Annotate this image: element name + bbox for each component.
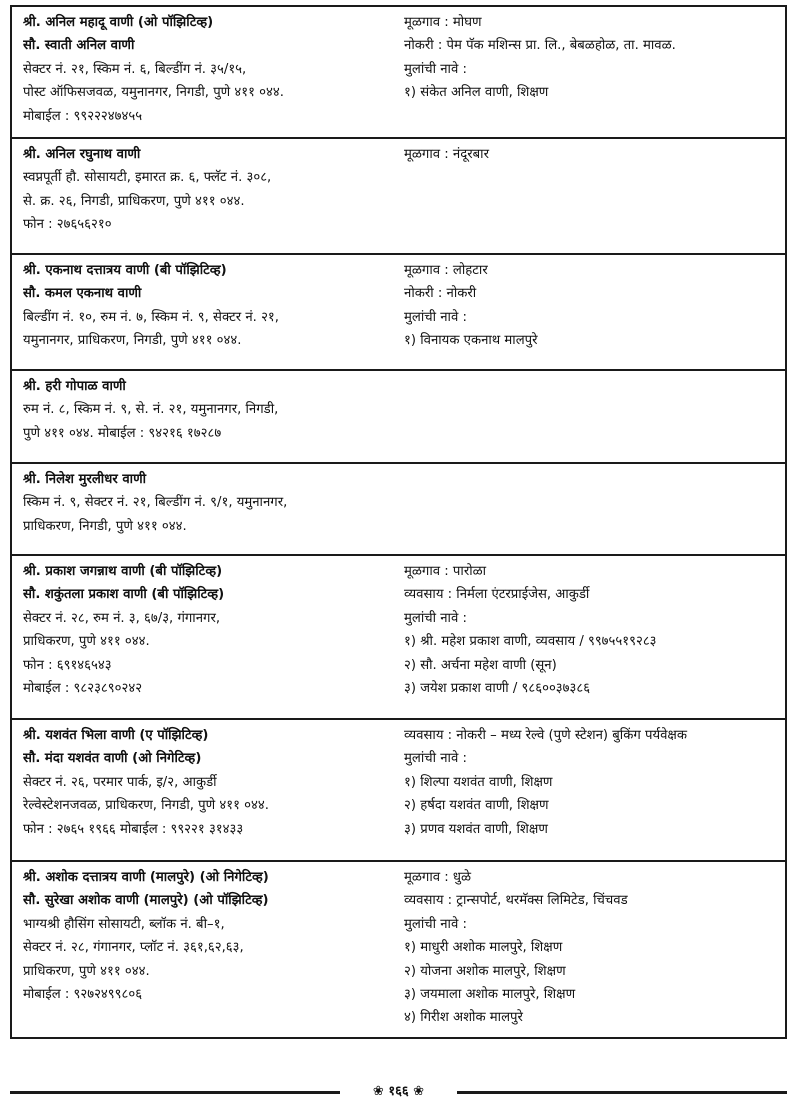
address-line: सेक्टर नं. २८, गंगानगर, प्लॉट नं. ३६१,६२,६३, [23, 940, 244, 956]
entry-address-column [12, 720, 392, 860]
member-name: सौ. सुरेखा अशोक वाणी (मालपुरे) (ओ पॉझिटिव्ह) [23, 893, 269, 909]
entry-address-column [12, 556, 392, 718]
entry-details-column [392, 139, 785, 253]
detail-line: मुलांची नावे : [404, 61, 467, 77]
detail-line: मूळगाव : लोहटार [404, 263, 488, 278]
address-line: स्वप्नपूर्ती हौ. सोसायटी, इमारत क्र. ६, फ्लॅट नं. ३०८, [23, 170, 272, 186]
detail-line: मुलांची नावे : [404, 751, 467, 767]
address-line: यमुनानगर, प्राधिकरण, निगडी, पुणे ४११ ०४४. [23, 333, 242, 349]
member-name: श्री. निलेश मुरलीधर वाणी [23, 472, 147, 487]
entry-details-column [392, 720, 785, 860]
member-name: श्री. हरी गोपाळ वाणी [23, 379, 126, 394]
detail-line: व्यवसाय : निर्मला एंटरप्राईजेस, आकुर्डी [404, 587, 590, 603]
directory-table [10, 5, 787, 1039]
entry-details-column [392, 371, 785, 462]
address-line: सेक्टर नं. २६, परमार पार्क, इ/२, आकुर्डी [23, 774, 217, 790]
detail-line: व्यवसाय : नोकरी – मध्य रेल्वे (पुणे स्टेशन) बुकिंग पर्यवेक्षक [404, 728, 688, 743]
detail-line: ३) प्रणव यशवंत वाणी, शिक्षण [404, 821, 548, 837]
detail-line: नोकरी : पेम पॅक मशिन्स प्रा. लि., बेबळहोळ, ता. मावळ. [404, 38, 676, 54]
member-name: श्री. अशोक दत्तात्रय वाणी (मालपुरे) (ओ निगेटिव्ह) [23, 870, 269, 885]
entry-5 [12, 464, 785, 556]
entry-address-column [12, 862, 392, 1037]
entry-2 [12, 139, 785, 255]
member-name: सौ. मंदा यशवंत वाणी (ओ निगेटिव्ह) [23, 751, 202, 767]
address-line: पुणे ४११ ०४४. मोबाईल : ९४२१६ १७२८७ [23, 425, 222, 441]
entry-3 [12, 255, 785, 371]
member-name: श्री. अनिल रघुनाथ वाणी [23, 147, 141, 162]
detail-line: मूळगाव : पारोळा [404, 564, 487, 579]
entry-details-column [392, 255, 785, 369]
member-name: श्री. अनिल महादू वाणी (ओ पॉझिटिव्ह) [23, 15, 214, 30]
entry-address-column [12, 371, 392, 462]
address-line: सेक्टर नं. २८, रुम नं. ३, ६७/३, गंगानगर, [23, 610, 221, 626]
address-line: स्किम नं. ९, सेक्टर नं. २१, बिल्डींग नं. ९/१, यमुनानगर, [23, 495, 288, 511]
detail-line: १) श्री. महेश प्रकाश वाणी, व्यवसाय / ९९७५५१९२८३ [404, 634, 657, 650]
detail-line: ४) गिरीश अशोक मालपुरे [404, 1010, 523, 1026]
entry-address-column [12, 139, 392, 253]
entry-7 [12, 720, 785, 862]
detail-line: १) शिल्पा यशवंत वाणी, शिक्षण [404, 774, 553, 790]
entry-4 [12, 371, 785, 464]
detail-line: मूळगाव : धुळे [404, 870, 472, 885]
address-line: पोस्ट ऑफिसजवळ, यमुनानगर, निगडी, पुणे ४११ ०४४. [23, 85, 284, 101]
member-name: सौ. स्वाती अनिल वाणी [23, 38, 135, 54]
footer-ornament-right: ❀ [413, 1084, 425, 1099]
member-name: सौ. कमल एकनाथ वाणी [23, 286, 142, 302]
address-line: सेक्टर नं. २१, स्किम नं. ६, बिल्डींग नं. ३५/१५, [23, 61, 247, 77]
page-footer [10, 1084, 787, 1100]
detail-line: व्यवसाय : ट्रान्सपोर्ट, थरमॅक्स लिमिटेड, चिंचवड [404, 893, 628, 909]
address-line: से. क्र. २६, निगडी, प्राधिकरण, पुणे ४११ ०४४. [23, 193, 245, 209]
footer-rule-right [457, 1091, 787, 1094]
entry-address-column [12, 7, 392, 137]
member-name: श्री. यशवंत भिला वाणी (ए पॉझिटिव्ह) [23, 728, 209, 743]
entry-1 [12, 7, 785, 139]
address-line: प्राधिकरण, निगडी, पुणे ४११ ०४४. [23, 518, 187, 534]
member-name: सौ. शकुंतला प्रकाश वाणी (बी पॉझिटिव्ह) [23, 587, 225, 603]
detail-line: नोकरी : नोकरी [404, 286, 477, 302]
detail-line: १) संकेत अनिल वाणी, शिक्षण [404, 85, 549, 101]
detail-line: मुलांची नावे : [404, 916, 467, 932]
address-line: प्राधिकरण, पुणे ४११ ०४४. [23, 963, 150, 979]
detail-line: ३) जयमाला अशोक मालपुरे, शिक्षण [404, 987, 576, 1003]
address-line: रेल्वेस्टेशनजवळ, प्राधिकरण, निगडी, पुणे ४११ ०४४. [23, 798, 269, 814]
page-number-text: १६६ [388, 1084, 409, 1099]
detail-line: २) सौ. अर्चना महेश वाणी (सून) [404, 657, 557, 673]
footer-ornament-left: ❀ [372, 1084, 384, 1099]
detail-line: २) योजना अशोक मालपुरे, शिक्षण [404, 963, 566, 979]
entry-details-column [392, 556, 785, 718]
entry-6 [12, 556, 785, 720]
address-line: प्राधिकरण, पुणे ४११ ०४४. [23, 634, 150, 650]
address-line: फोन : २७६५६२१० [23, 217, 112, 233]
address-line: मोबाईल : ९२७२४९९८०६ [23, 987, 143, 1003]
detail-line: १) माधुरी अशोक मालपुरे, शिक्षण [404, 940, 563, 956]
footer-rule-left [10, 1091, 340, 1094]
detail-line: मूळगाव : मोघण [404, 15, 482, 30]
address-line: रुम नं. ८, स्किम नं. ९, से. नं. २१, यमुनानगर, निगडी, [23, 402, 279, 418]
address-line: भाग्यश्री हौसिंग सोसायटी, ब्लॉक नं. बी–१, [23, 916, 225, 932]
entry-address-column [12, 464, 392, 554]
detail-line: मूळगाव : नंदूरबार [404, 147, 489, 162]
address-line: फोन : ६९१४६५४३ [23, 657, 112, 673]
entry-8 [12, 862, 785, 1039]
entry-details-column [392, 862, 785, 1037]
address-line: मोबाईल : ९९२२२४७४५५ [23, 108, 143, 124]
member-name: श्री. एकनाथ दत्तात्रय वाणी (बी पॉझिटिव्ह) [23, 263, 227, 278]
member-name: श्री. प्रकाश जगन्नाथ वाणी (बी पॉझिटिव्ह) [23, 564, 223, 579]
detail-line: १) विनायक एकनाथ मालपुरे [404, 333, 538, 349]
entry-address-column [12, 255, 392, 369]
detail-line: मुलांची नावे : [404, 309, 467, 325]
address-line: बिल्डींग नं. १०, रुम नं. ७, स्किम नं. ९, सेक्टर नं. २१, [23, 309, 279, 325]
entry-details-column [392, 7, 785, 137]
detail-line: मुलांची नावे : [404, 610, 467, 626]
address-line: फोन : २७६५ १९६६ मोबाईल : ९९२२१ ३१४३३ [23, 821, 244, 837]
detail-line: ३) जयेश प्रकाश वाणी / ९८६००३७३८६ [404, 681, 591, 697]
address-line: मोबाईल : ९८२३८९०२४२ [23, 681, 143, 697]
page-number [340, 1084, 457, 1100]
detail-line: २) हर्षदा यशवंत वाणी, शिक्षण [404, 798, 549, 814]
entry-details-column [392, 464, 785, 554]
